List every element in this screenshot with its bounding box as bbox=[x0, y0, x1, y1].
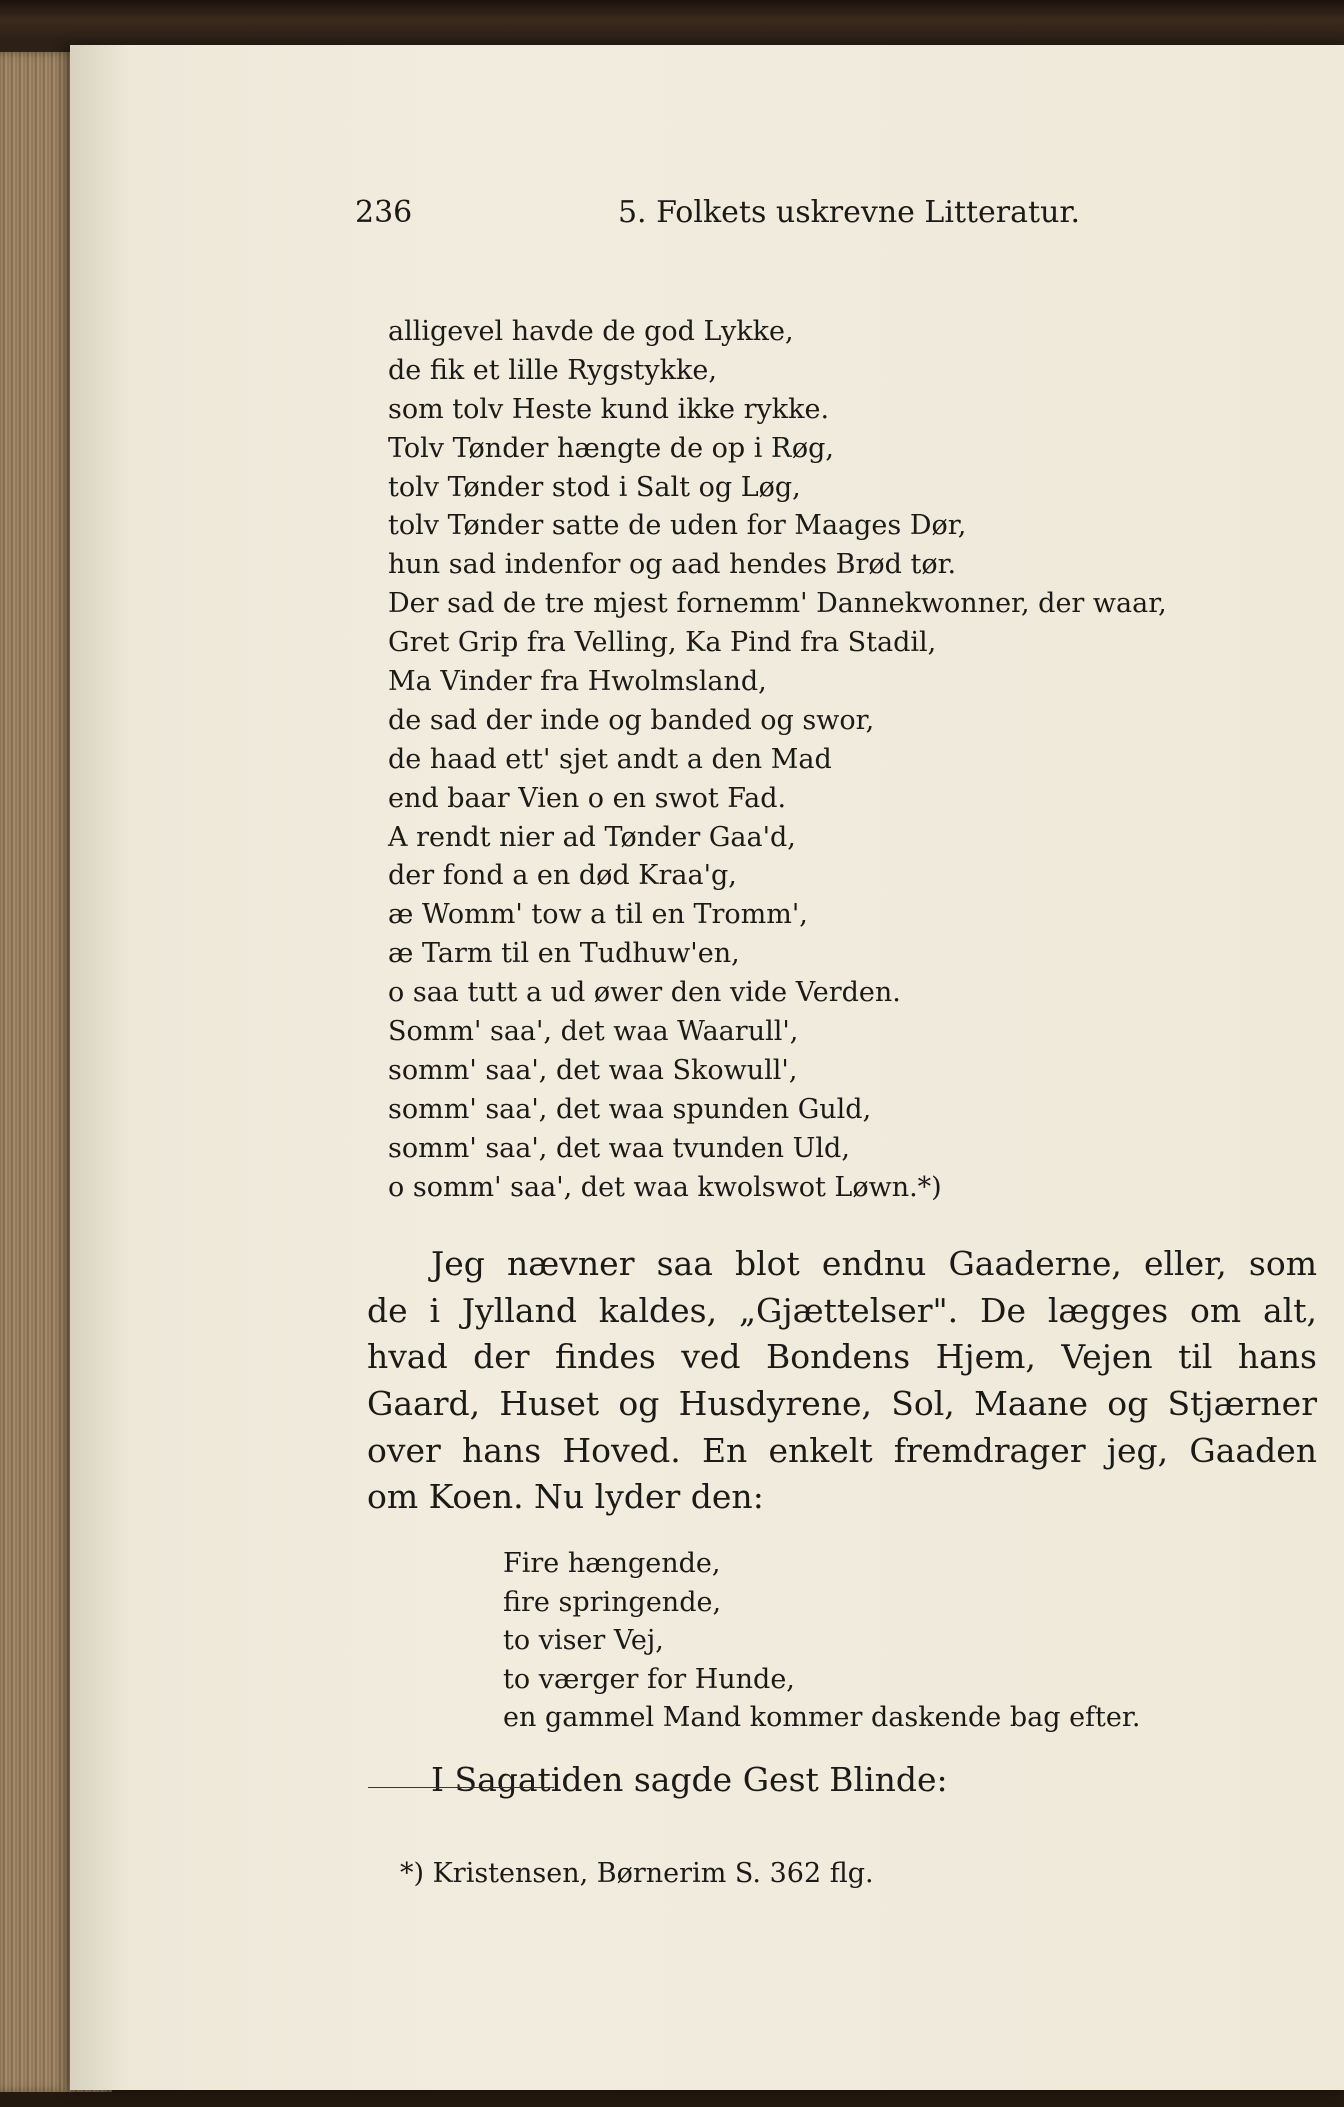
verse-line: somm' saa', det waa Skowull', bbox=[388, 1054, 798, 1086]
riddle-line: to viser Vej, bbox=[503, 1625, 664, 1656]
verse-line: end baar Vien o en swot Fad. bbox=[388, 782, 787, 814]
verse-line: Tolv Tønder hængte de op i Røg, bbox=[388, 432, 834, 464]
prose-paragraph bbox=[367, 1241, 1317, 1521]
verse-line: somm' saa', det waa spunden Guld, bbox=[388, 1093, 872, 1125]
verse-line: Ma Vinder fra Hwolmsland, bbox=[388, 666, 767, 698]
closing-line: I Sagatiden sagde Gest Blinde: bbox=[431, 1760, 948, 1799]
verse-line: alligevel havde de god Lykke, bbox=[388, 316, 794, 347]
folk-verse bbox=[388, 313, 1268, 1207]
footnote-divider bbox=[368, 1787, 554, 1788]
riddle-verse bbox=[503, 1545, 1203, 1738]
verse-line: de sad der inde og banded og swor, bbox=[388, 704, 875, 736]
verse-line: Somm' saa', det waa Waarull', bbox=[388, 1016, 799, 1048]
verse-line: tolv Tønder stod i Salt og Løg, bbox=[388, 471, 801, 503]
prose-line: Jeg nævner saa blot endnu Gaaderne, eller, som bbox=[431, 1244, 1317, 1283]
verse-line: somm' saa', det waa tvunden Uld, bbox=[388, 1132, 850, 1164]
verse-line: o saa tutt a ud øwer den vide Verden. bbox=[388, 977, 901, 1009]
verse-line: hun sad indenfor og aad hendes Brød tør. bbox=[388, 549, 957, 581]
verse-line: de fik et lille Rygstykke, bbox=[388, 354, 717, 386]
prose-line: de i Jylland kaldes, „Gjættelser". De lægges om alt, bbox=[367, 1290, 1317, 1330]
prose-line: om Koen. Nu lyder den: bbox=[367, 1477, 764, 1517]
verse-line: der fond a en død Kraa'g, bbox=[388, 860, 737, 892]
footnote: *) Kristensen, Børnerim S. 362 flg. bbox=[400, 1858, 874, 1889]
riddle-line: to værger for Hunde, bbox=[503, 1663, 795, 1695]
verse-line: tolv Tønder satte de uden for Maages Dør, bbox=[388, 510, 967, 542]
prose-line: hvad der findes ved Bondens Hjem, Vejen til hans bbox=[367, 1337, 1317, 1377]
verse-line: de haad ett' sjet andt a den Mad bbox=[388, 743, 832, 775]
verse-line: æ Womm' tow a til en Tromm', bbox=[388, 899, 808, 931]
prose-line: Gaard, Huset og Husdyrene, Sol, Maane og Stjærner bbox=[367, 1384, 1317, 1424]
page-number: 236 bbox=[355, 195, 413, 230]
page-content bbox=[70, 45, 1344, 2090]
riddle-line: fire springende, bbox=[503, 1586, 722, 1618]
prose-line: over hans Hoved. En enkelt fremdrager jeg, Gaaden bbox=[367, 1430, 1317, 1470]
running-title: 5. Folkets uskrevne Litteratur. bbox=[617, 195, 1080, 230]
verse-line: Gret Grip fra Velling, Ka Pind fra Stadil, bbox=[388, 627, 937, 659]
book-page bbox=[70, 45, 1344, 2090]
verse-line: æ Tarm til en Tudhuw'en, bbox=[388, 938, 740, 970]
riddle-line: en gammel Mand kommer daskende bag efter. bbox=[503, 1702, 1141, 1733]
verse-line: som tolv Heste kund ikke rykke. bbox=[388, 393, 830, 425]
verse-line: A rendt nier ad Tønder Gaa'd, bbox=[388, 821, 796, 853]
running-head bbox=[355, 193, 1080, 233]
verse-line: Der sad de tre mjest fornemm' Dannekwonner, der waar, bbox=[388, 588, 1167, 620]
riddle-line: Fire hængende, bbox=[503, 1548, 721, 1579]
verse-line: o somm' saa', det waa kwolswot Løwn.*) bbox=[388, 1171, 942, 1203]
